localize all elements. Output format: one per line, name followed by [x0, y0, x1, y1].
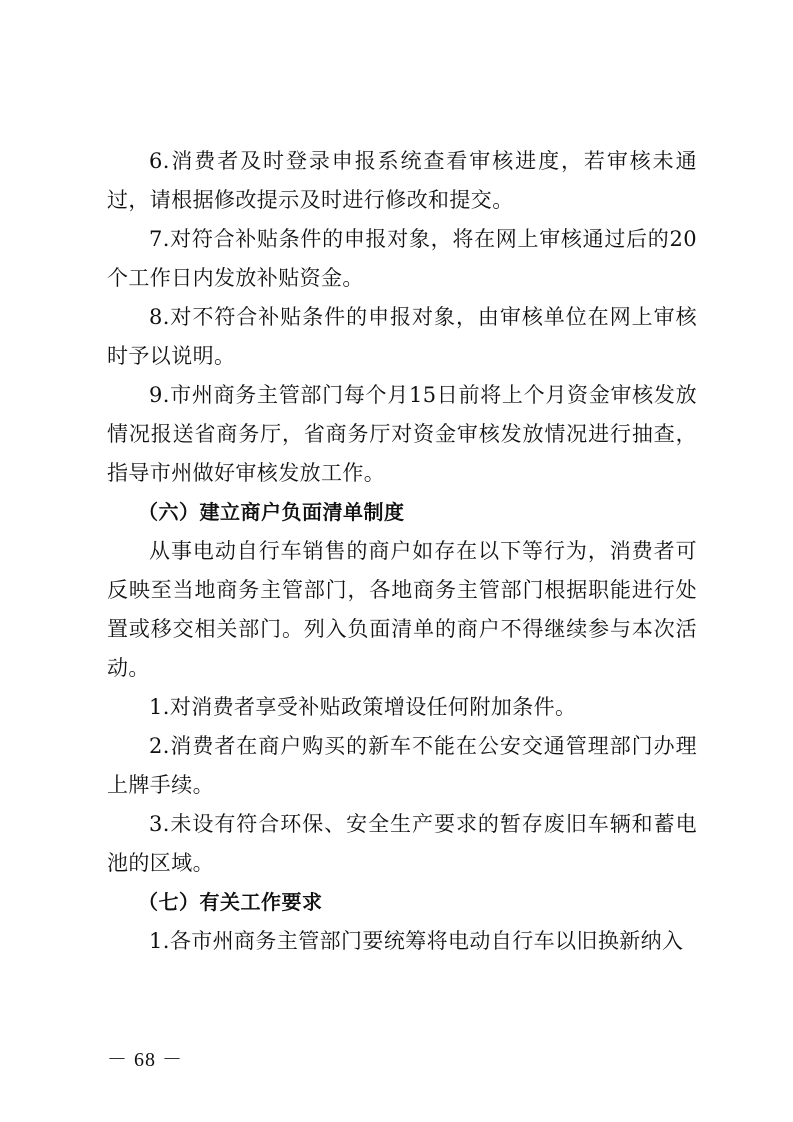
paragraph-requirement-1: 1.各市州商务主管部门要统筹将电动自行车以旧换新纳入	[149, 929, 684, 953]
paragraph-item-8: 8.对不符合补贴条件的申报对象，由审核单位在网上审核时予以说明。	[107, 305, 697, 368]
paragraph-item-9: 9.市州商务主管部门每个月15日前将上个月资金审核发放情况报送省商务厅，省商务厅对资金审核发放情况进行抽查，指导市州做好审核发放工作。	[107, 383, 697, 485]
document-body	[107, 142, 697, 961]
paragraph-rule-1: 1.对消费者享受补贴政策增设任何附加条件。	[149, 695, 577, 719]
paragraph-item-6: 6.消费者及时登录申报系统查看审核进度，若审核未通过，请根据修改提示及时进行修改和提交。	[107, 149, 697, 212]
paragraph-rule-3: 3.未设有符合环保、安全生产要求的暂存废旧车辆和蓄电池的区域。	[107, 812, 697, 875]
section-heading-6: （六）建立商户负面清单制度	[138, 500, 405, 524]
paragraph-item-7: 7.对符合补贴条件的申报对象，将在网上审核通过后的20个工作日内发放补贴资金。	[107, 227, 697, 290]
page-number: － 68 －	[107, 1049, 183, 1071]
paragraph-rule-2: 2.消费者在商户购买的新车不能在公安交通管理部门办理上牌手续。	[107, 734, 697, 797]
paragraph-intro: 从事电动自行车销售的商户如存在以下等行为，消费者可反映至当地商务主管部门，各地商务主管部门根据职能进行处置或移交相关部门。列入负面清单的商户不得继续参与本次活动。	[107, 539, 697, 680]
section-heading-7: （七）有关工作要求	[138, 890, 323, 914]
